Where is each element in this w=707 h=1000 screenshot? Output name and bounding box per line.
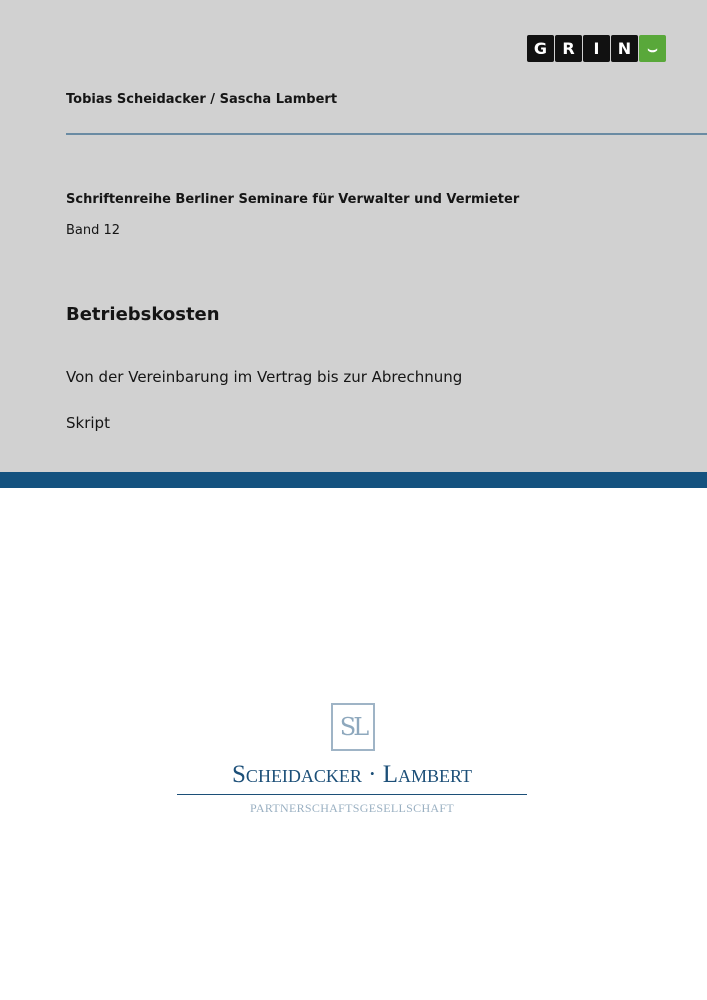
series-title: Schriftenreihe Berliner Seminare für Verwalter und Vermieter	[66, 192, 520, 207]
grin-letter-i: I	[583, 35, 610, 62]
cover-blue-band	[0, 472, 707, 488]
grin-letter-n: N	[611, 35, 638, 62]
firm-name: Scheidacker · Lambert	[232, 761, 472, 788]
grin-logo	[527, 35, 666, 62]
book-subtitle: Von der Vereinbarung im Vertrag bis zur Abrechnung	[66, 368, 463, 386]
grin-letter-r: R	[555, 35, 582, 62]
book-title: Betriebskosten	[66, 304, 220, 325]
grin-letter-g: G	[527, 35, 554, 62]
volume-number: Band 12	[66, 223, 121, 238]
firm-divider	[177, 794, 527, 795]
firm-subline: PARTNERSCHAFTSGESELLSCHAFT	[249, 801, 454, 815]
publisher-logo	[177, 703, 527, 823]
authors: Tobias Scheidacker / Sascha Lambert	[66, 92, 338, 107]
divider-line	[66, 133, 707, 135]
sl-monogram: SL	[331, 703, 375, 751]
grin-smile-icon: ⌣	[639, 35, 666, 62]
document-type: Skript	[66, 414, 110, 432]
